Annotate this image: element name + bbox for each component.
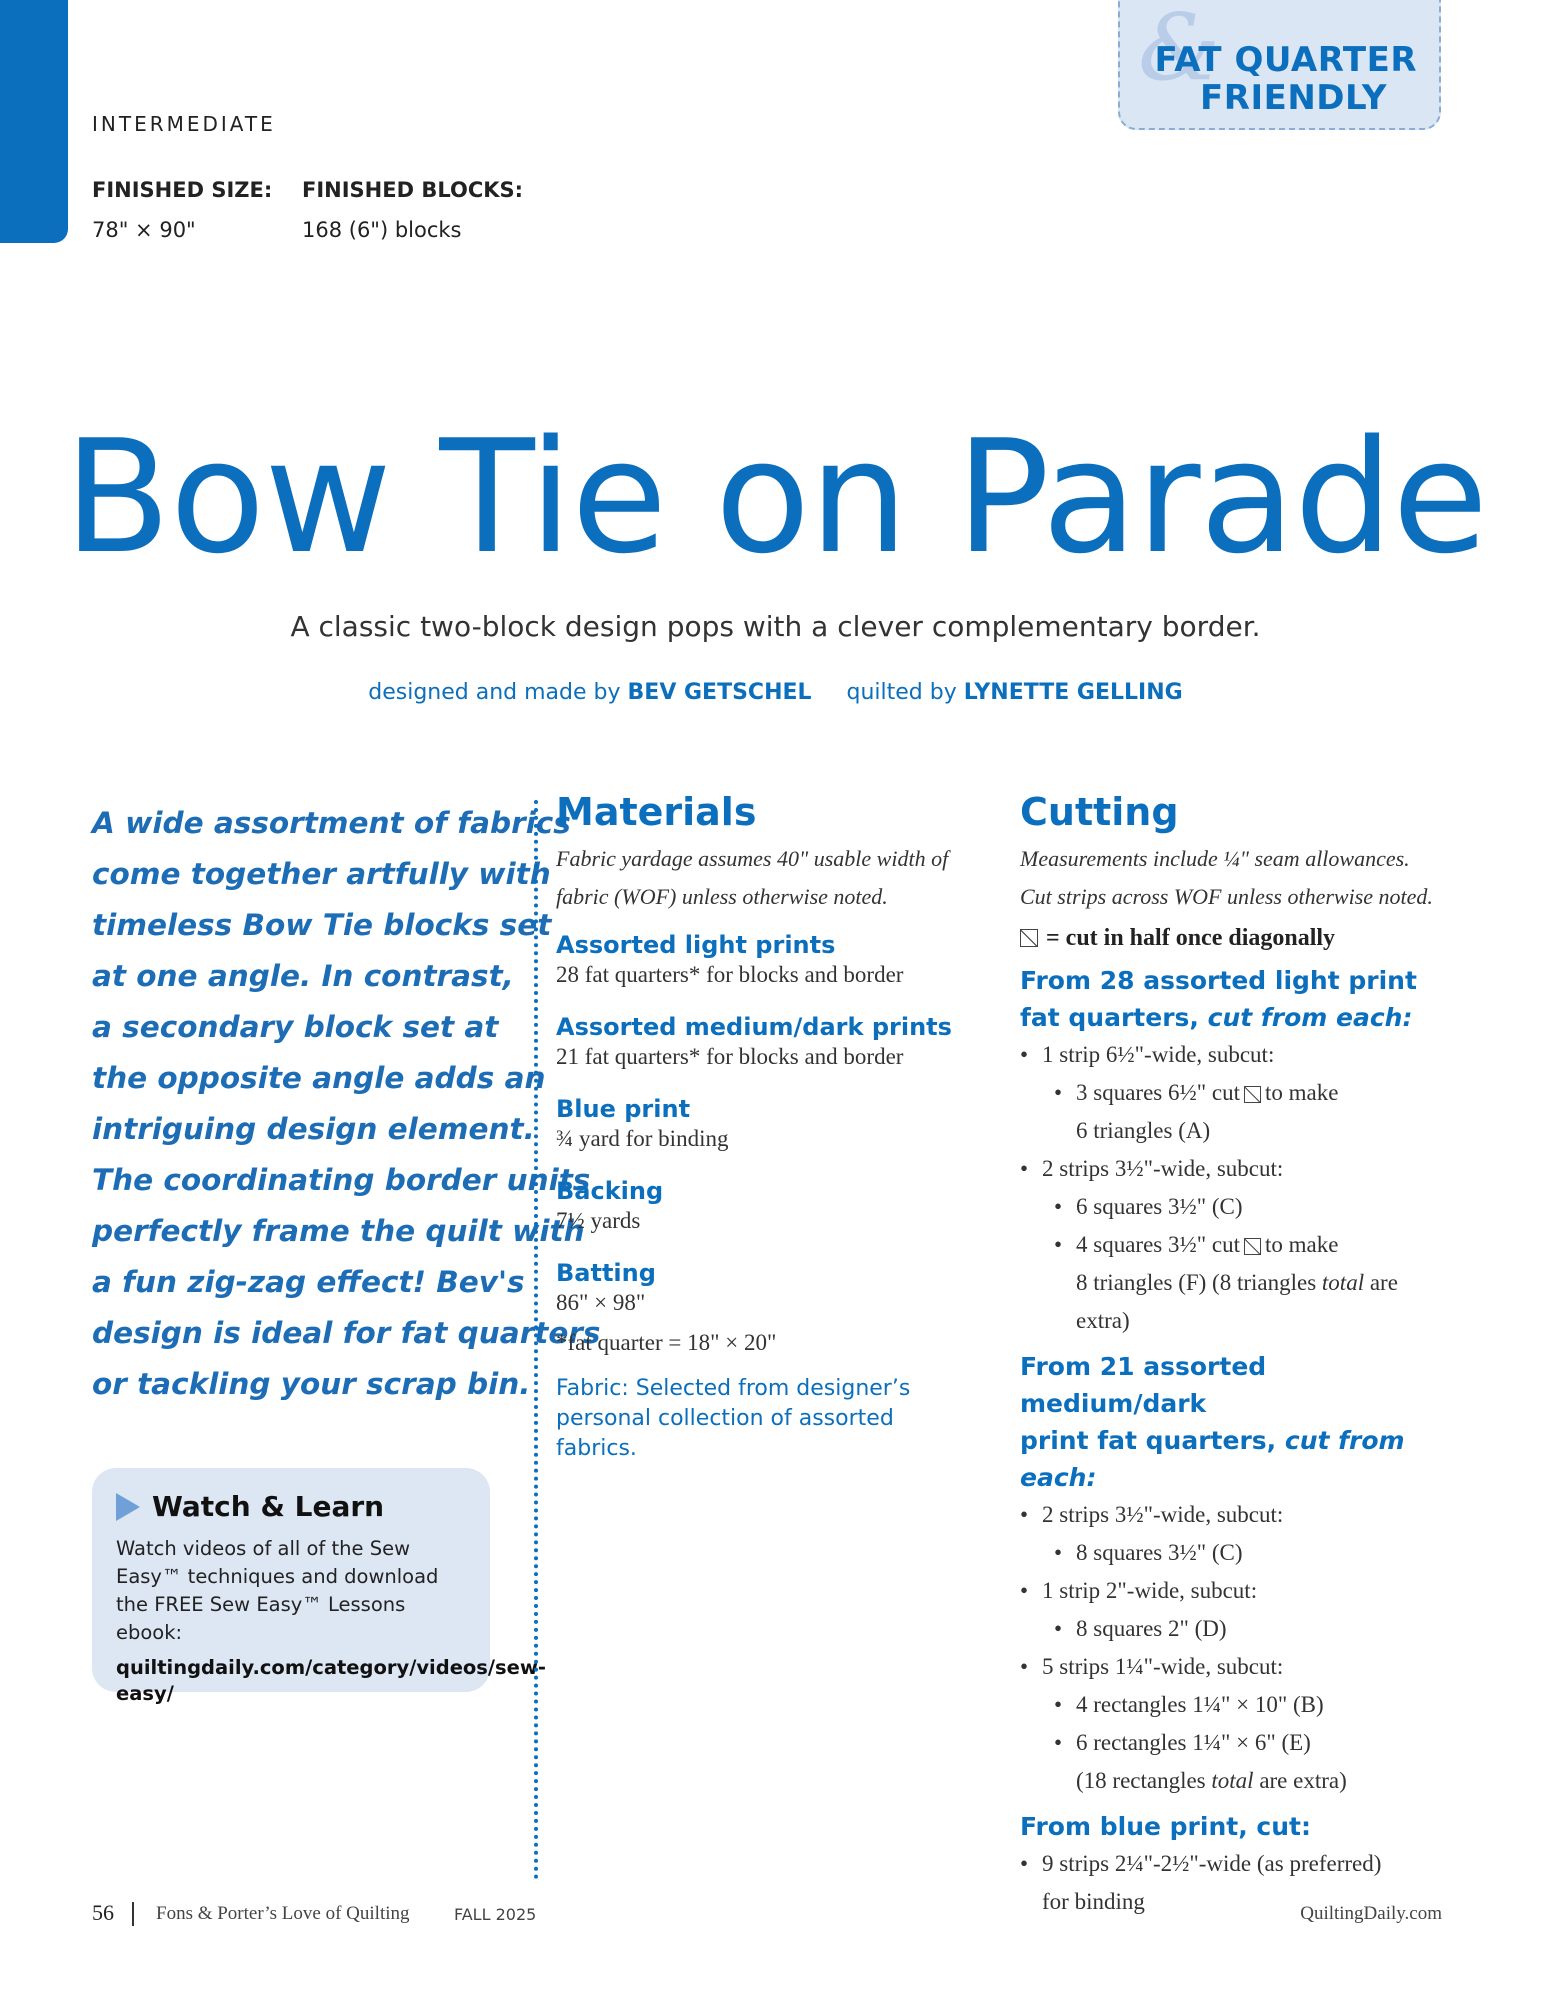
list-item: • 4 squares 3½" cut to make xyxy=(1020,1226,1460,1264)
intro-line: perfectly frame the quilt with xyxy=(92,1214,585,1248)
fat-quarter-footnote: *fat quarter = 18" × 20" xyxy=(556,1330,777,1355)
material-heading: Backing xyxy=(556,1177,664,1205)
half-square-triangle-icon xyxy=(1244,1086,1261,1103)
heading-line: From 21 assorted medium/dark xyxy=(1020,1352,1267,1418)
list-item: • 4 rectangles 1¼" × 10" (B) xyxy=(1020,1686,1460,1724)
heading-line: print fat quarters, cut from each: xyxy=(1020,1426,1405,1492)
list-item: 8 triangles (F) (8 triangles total are xyxy=(1076,1270,1398,1295)
cutting-note-2: Cut strips across WOF unless otherwise noted. xyxy=(1020,884,1433,909)
list-item: • 2 strips 3½"-wide, subcut: xyxy=(1020,1496,1460,1534)
magazine-name: Fons & Porter’s Love of Quilting xyxy=(156,1903,410,1924)
subtitle: A classic two-block design pops with a clever complementary border. xyxy=(290,610,1261,643)
watch-and-learn-box xyxy=(92,1468,546,1705)
credits xyxy=(0,680,1551,705)
watch-link[interactable]: quiltingdaily.com/category/videos/sew-easy/ xyxy=(116,1656,546,1705)
watch-heading: Watch & Learn xyxy=(152,1490,385,1523)
material-heading: Blue print xyxy=(556,1095,691,1123)
list-item: • 3 squares 6½" cut to make xyxy=(1020,1074,1460,1112)
finished-size-value: 78" × 90" xyxy=(92,218,196,242)
intro-line: come together artfully with xyxy=(92,857,551,891)
material-text: 86" × 98" xyxy=(556,1290,646,1315)
page-number: 56 xyxy=(92,1900,114,1925)
designer-name: BEV GETSCHEL xyxy=(627,680,812,705)
intro-line: design is ideal for fat quarters xyxy=(92,1316,601,1350)
half-square-triangle-icon xyxy=(1244,1238,1261,1255)
cutting-group-heading: From blue print, cut: xyxy=(1020,1812,1311,1841)
legend-text: = cut in half once diagonally xyxy=(1046,925,1336,951)
intro-line: The coordinating border units xyxy=(92,1163,591,1197)
cutting-group-heading xyxy=(1020,962,1460,1036)
list-item: • 1 strip 2"-wide, subcut: xyxy=(1020,1572,1460,1610)
skill-level: INTERMEDIATE xyxy=(92,112,276,136)
list-item: • 2 strips 3½"-wide, subcut: xyxy=(1020,1150,1460,1188)
material-heading: Batting xyxy=(556,1259,656,1287)
site-url[interactable]: QuiltingDaily.com xyxy=(1300,1903,1442,1924)
issue-date: FALL 2025 xyxy=(454,1905,537,1924)
list-item: • 9 strips 2¼"-2½"-wide (as preferred) xyxy=(1020,1845,1460,1883)
list-item: • 5 strips 1¼"-wide, subcut: xyxy=(1020,1648,1460,1686)
cutting-section xyxy=(1020,790,1460,1921)
cutting-list xyxy=(1020,1036,1460,1340)
intro-line: a secondary block set at xyxy=(92,1010,499,1044)
edge-color-tab xyxy=(0,0,68,243)
finished-size-label: FINISHED SIZE: xyxy=(92,178,273,202)
quilter-name: LYNETTE GELLING xyxy=(963,680,1183,705)
material-text: 7½ yards xyxy=(556,1208,641,1233)
footer-divider xyxy=(132,1902,134,1926)
intro-line: or tackling your scrap bin. xyxy=(92,1367,531,1401)
ampersand-ornament: & xyxy=(1138,0,1220,101)
intro-line: the opposite angle adds an xyxy=(92,1061,546,1095)
materials-note: Fabric yardage assumes 40" usable width of fabric (WOF) unless otherwise noted. xyxy=(556,846,949,909)
list-item: for binding xyxy=(1042,1889,1145,1914)
fabric-note: Fabric: Selected from designer’s personal collection of assorted fabrics. xyxy=(556,1376,911,1461)
intro-line: at one angle. In contrast, xyxy=(92,959,514,993)
intro-line: A wide assortment of fabrics xyxy=(92,806,571,840)
designed-prefix: designed and made by xyxy=(368,680,621,705)
list-item: extra) xyxy=(1076,1308,1130,1333)
finished-blocks-value: 168 (6") blocks xyxy=(302,218,462,242)
cutting-legend xyxy=(1020,922,1460,954)
column-divider xyxy=(534,800,538,1880)
list-item: • 6 squares 3½" (C) xyxy=(1020,1188,1460,1226)
list-item: • 8 squares 3½" (C) xyxy=(1020,1534,1460,1572)
heading-line: fat quarters, cut from each: xyxy=(1020,1003,1413,1032)
finished-blocks-label: FINISHED BLOCKS: xyxy=(302,178,524,202)
cutting-list xyxy=(1020,1496,1460,1800)
material-text: 28 fat quarters* for blocks and border xyxy=(556,962,904,987)
list-item: (18 rectangles total are extra) xyxy=(1076,1768,1347,1793)
watch-text: Watch videos of all of the Sew Easy™ techniques and download the FREE Sew Easy™ Lessons ebook: xyxy=(116,1537,439,1644)
intro-line: intriguing design element. xyxy=(92,1112,535,1146)
quilted-prefix: quilted by xyxy=(846,680,957,705)
cutting-title: Cutting xyxy=(1020,790,1179,834)
materials-section xyxy=(556,790,976,1464)
heading-line: From 28 assorted light print xyxy=(1020,966,1417,995)
intro-line: timeless Bow Tie blocks set xyxy=(92,908,552,942)
page-title: Bow Tie on Parade xyxy=(63,406,1488,588)
cutting-group-heading xyxy=(1020,1348,1460,1496)
material-text: ¾ yard for binding xyxy=(556,1126,729,1151)
fat-quarter-friendly-badge xyxy=(1118,0,1441,130)
intro-line: a fun zig-zag effect! Bev's xyxy=(92,1265,525,1299)
list-item: • 1 strip 6½"-wide, subcut: xyxy=(1020,1036,1460,1074)
list-item: • 6 rectangles 1¼" × 6" (E) xyxy=(1020,1724,1460,1762)
cutting-note-1: Measurements include ¼" seam allowances. xyxy=(1020,846,1410,871)
play-icon xyxy=(116,1493,140,1521)
list-item: • 8 squares 2" (D) xyxy=(1020,1610,1460,1648)
badge-line-2: FRIENDLY xyxy=(1200,78,1387,118)
material-heading: Assorted light prints xyxy=(556,931,836,959)
badge-line-1: FAT QUARTER xyxy=(1154,40,1417,80)
materials-title: Materials xyxy=(556,790,757,834)
page-footer xyxy=(92,1900,1442,1930)
half-square-triangle-icon xyxy=(1020,929,1038,947)
material-heading: Assorted medium/dark prints xyxy=(556,1013,952,1041)
list-item: 6 triangles (A) xyxy=(1076,1118,1211,1143)
material-text: 21 fat quarters* for blocks and border xyxy=(556,1044,904,1069)
